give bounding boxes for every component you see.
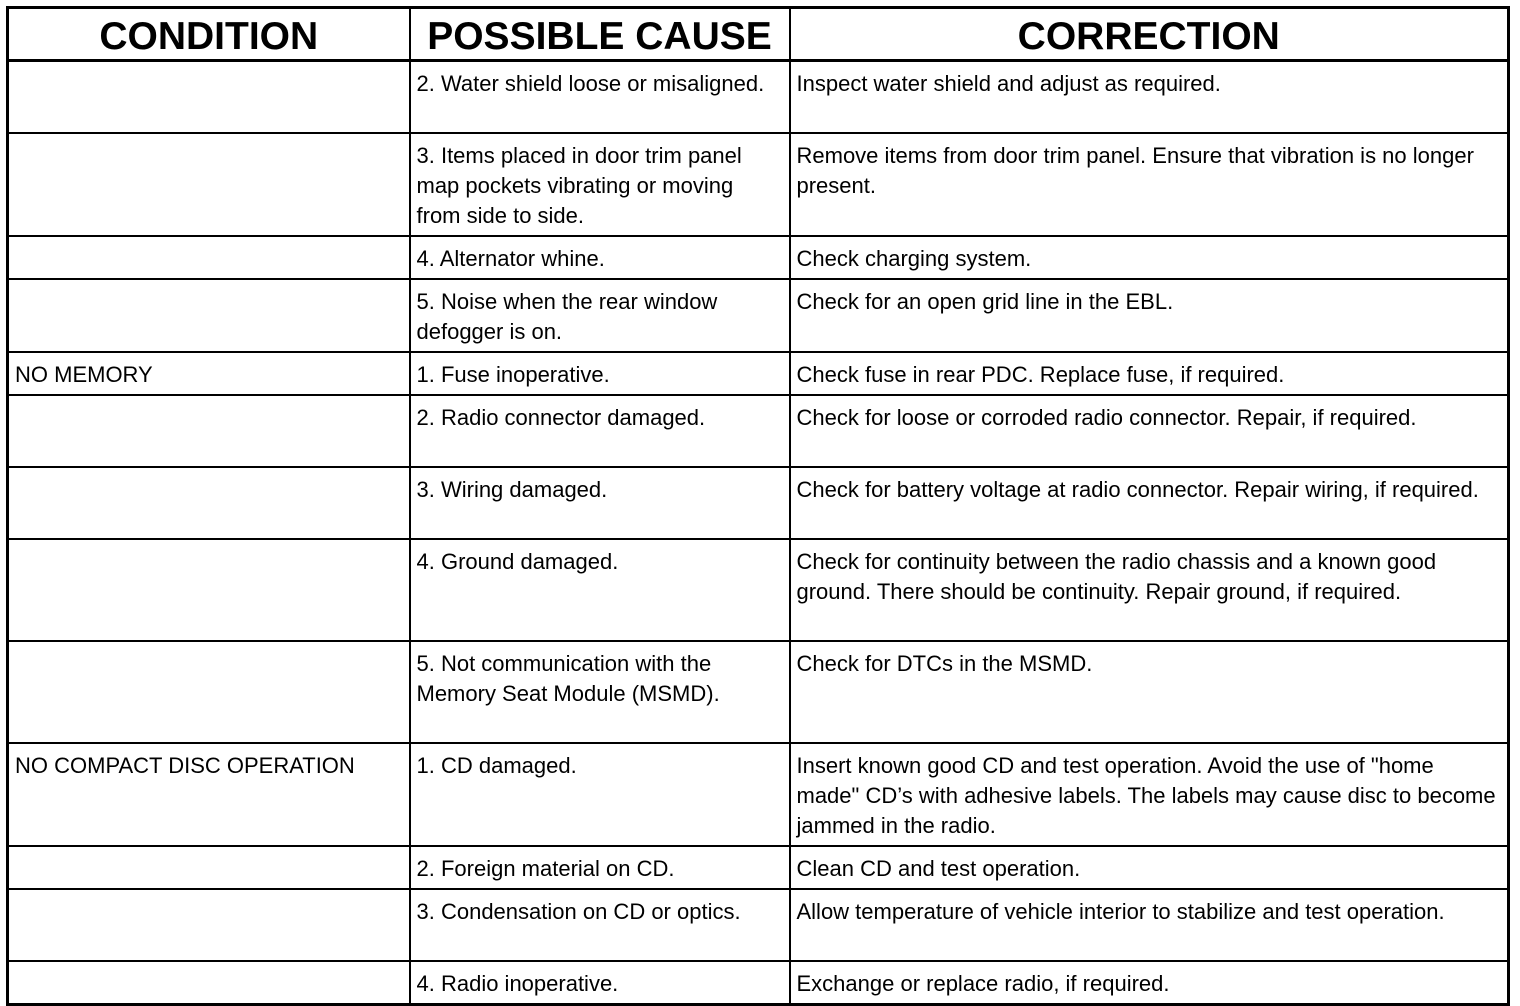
table-row (8, 846, 1509, 889)
cause-cell: 2. Water shield loose or misaligned. (410, 61, 790, 133)
correction-cell: Remove items from door trim panel. Ensure that vibration is no longer present. (790, 133, 1509, 236)
cause-cell: 2. Radio connector damaged. (410, 395, 790, 467)
condition-cell (8, 133, 410, 236)
header-possible-cause: POSSIBLE CAUSE (410, 8, 790, 61)
correction-cell: Clean CD and test operation. (790, 846, 1509, 889)
header-condition: CONDITION (8, 8, 410, 61)
header-row (8, 8, 1509, 61)
table-row (8, 539, 1509, 641)
header-correction: CORRECTION (790, 8, 1509, 61)
condition-cell (8, 236, 410, 279)
condition-cell (8, 61, 410, 133)
table-row (8, 961, 1509, 1005)
table-row (8, 279, 1509, 352)
cause-cell: 3. Condensation on CD or optics. (410, 889, 790, 961)
table-row (8, 467, 1509, 539)
condition-cell (8, 641, 410, 743)
cause-cell: 4. Ground damaged. (410, 539, 790, 641)
condition-cell (8, 467, 410, 539)
cause-cell: 1. CD damaged. (410, 743, 790, 846)
cause-cell: 3. Wiring damaged. (410, 467, 790, 539)
condition-cell (8, 889, 410, 961)
condition-cell (8, 395, 410, 467)
cause-cell: 4. Alternator whine. (410, 236, 790, 279)
cause-cell: 2. Foreign material on CD. (410, 846, 790, 889)
condition-cell (8, 961, 410, 1005)
cause-cell: 1. Fuse inoperative. (410, 352, 790, 395)
cause-cell: 5. Not communication with the Memory Seat Module (MSMD). (410, 641, 790, 743)
cause-cell: 5. Noise when the rear window defogger is on. (410, 279, 790, 352)
correction-cell: Check for loose or corroded radio connector. Repair, if required. (790, 395, 1509, 467)
table-row (8, 236, 1509, 279)
correction-cell: Check charging system. (790, 236, 1509, 279)
correction-cell: Insert known good CD and test operation. Avoid the use of "home made" CD’s with adhesive labels. The labels may cause disc to become jammed in the radio. (790, 743, 1509, 846)
condition-cell (8, 539, 410, 641)
cause-cell: 3. Items placed in door trim panel map pockets vibrating or moving from side to side. (410, 133, 790, 236)
table-row (8, 61, 1509, 133)
table-row (8, 395, 1509, 467)
condition-cell: NO COMPACT DISC OPERATION (8, 743, 410, 846)
table-row (8, 352, 1509, 395)
condition-cell (8, 846, 410, 889)
correction-cell: Inspect water shield and adjust as required. (790, 61, 1509, 133)
table-row (8, 641, 1509, 743)
correction-cell: Check for DTCs in the MSMD. (790, 641, 1509, 743)
condition-cell: NO MEMORY (8, 352, 410, 395)
correction-cell: Check for battery voltage at radio connector. Repair wiring, if required. (790, 467, 1509, 539)
correction-cell: Exchange or replace radio, if required. (790, 961, 1509, 1005)
table-row (8, 133, 1509, 236)
correction-cell: Check for continuity between the radio chassis and a known good ground. There should be continuity. Repair ground, if required. (790, 539, 1509, 641)
table-row (8, 743, 1509, 846)
diagnosis-table (6, 6, 1510, 1006)
cause-cell: 4. Radio inoperative. (410, 961, 790, 1005)
correction-cell: Check fuse in rear PDC. Replace fuse, if required. (790, 352, 1509, 395)
correction-cell: Allow temperature of vehicle interior to stabilize and test operation. (790, 889, 1509, 961)
correction-cell: Check for an open grid line in the EBL. (790, 279, 1509, 352)
table-row (8, 889, 1509, 961)
condition-cell (8, 279, 410, 352)
